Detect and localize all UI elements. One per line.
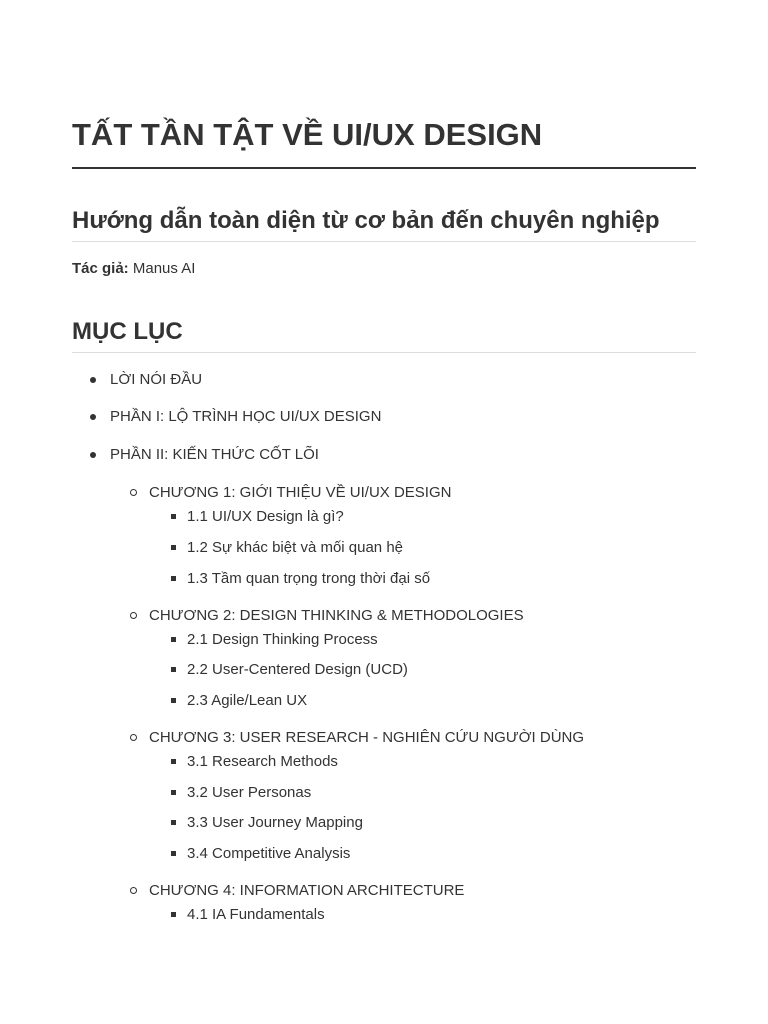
bullet-square-icon [171, 514, 176, 519]
toc-chapter-item[interactable]: CHƯƠNG 2: DESIGN THINKING & METHODOLOGIES [149, 607, 524, 624]
bullet-square-icon [171, 576, 176, 581]
toc-divider [72, 352, 696, 353]
bullet-square-icon [171, 667, 176, 672]
toc-part-item[interactable]: PHẦN I: LỘ TRÌNH HỌC UI/UX DESIGN [110, 408, 382, 425]
toc-section-item[interactable]: 2.2 User-Centered Design (UCD) [187, 661, 408, 678]
toc-section-item[interactable]: 3.2 User Personas [187, 784, 312, 801]
bullet-circle-icon [130, 887, 137, 894]
bullet-square-icon [171, 637, 176, 642]
author-name: Manus AI [132, 260, 196, 277]
bullet-circle-icon [130, 489, 137, 496]
toc-section-item[interactable]: 3.4 Competitive Analysis [187, 845, 351, 862]
document-subtitle: Hướng dẫn toàn diện từ cơ bản đến chuyên nghiệp [72, 207, 660, 234]
toc-chapter-item[interactable]: CHƯƠNG 1: GIỚI THIỆU VỀ UI/UX DESIGN [149, 484, 452, 501]
subtitle-divider [72, 241, 696, 242]
title-divider [72, 167, 696, 169]
bullet-circle-icon [130, 734, 137, 741]
bullet-square-icon [171, 851, 176, 856]
toc-section-item[interactable]: 1.1 UI/UX Design là gì? [187, 508, 344, 525]
toc-part-item[interactable]: LỜI NÓI ĐẦU [110, 371, 203, 388]
bullet-square-icon [171, 820, 176, 825]
toc-section-item[interactable]: 1.2 Sự khác biệt và mối quan hệ [187, 539, 404, 556]
toc-section-item[interactable]: 2.1 Design Thinking Process [187, 631, 378, 648]
toc-part-item[interactable]: PHẦN II: KIẾN THỨC CỐT LÕI [110, 446, 319, 463]
bullet-circle-icon [130, 612, 137, 619]
toc-chapter-item[interactable]: CHƯƠNG 3: USER RESEARCH - NGHIÊN CỨU NGƯỜI DÙNG [149, 729, 585, 746]
bullet-disc-icon [90, 414, 96, 420]
author-line [72, 258, 195, 280]
document-title: TẤT TẦN TẬT VỀ UI/UX DESIGN [72, 117, 543, 152]
toc-section-item[interactable]: 3.3 User Journey Mapping [187, 814, 363, 831]
bullet-square-icon [171, 759, 176, 764]
author-label: Tác giả: [72, 260, 129, 277]
bullet-disc-icon [90, 377, 96, 383]
toc-section-item[interactable]: 3.1 Research Methods [187, 753, 338, 770]
bullet-square-icon [171, 912, 176, 917]
bullet-square-icon [171, 545, 176, 550]
bullet-disc-icon [90, 452, 96, 458]
bullet-square-icon [171, 790, 176, 795]
bullet-square-icon [171, 698, 176, 703]
toc-chapter-item[interactable]: CHƯƠNG 4: INFORMATION ARCHITECTURE [149, 882, 465, 899]
toc-section-item[interactable]: 1.3 Tầm quan trọng trong thời đại số [187, 570, 431, 587]
toc-section-item[interactable]: 2.3 Agile/Lean UX [187, 692, 308, 709]
toc-section-item[interactable]: 4.1 IA Fundamentals [187, 906, 325, 923]
toc-heading: MỤC LỤC [72, 318, 183, 345]
